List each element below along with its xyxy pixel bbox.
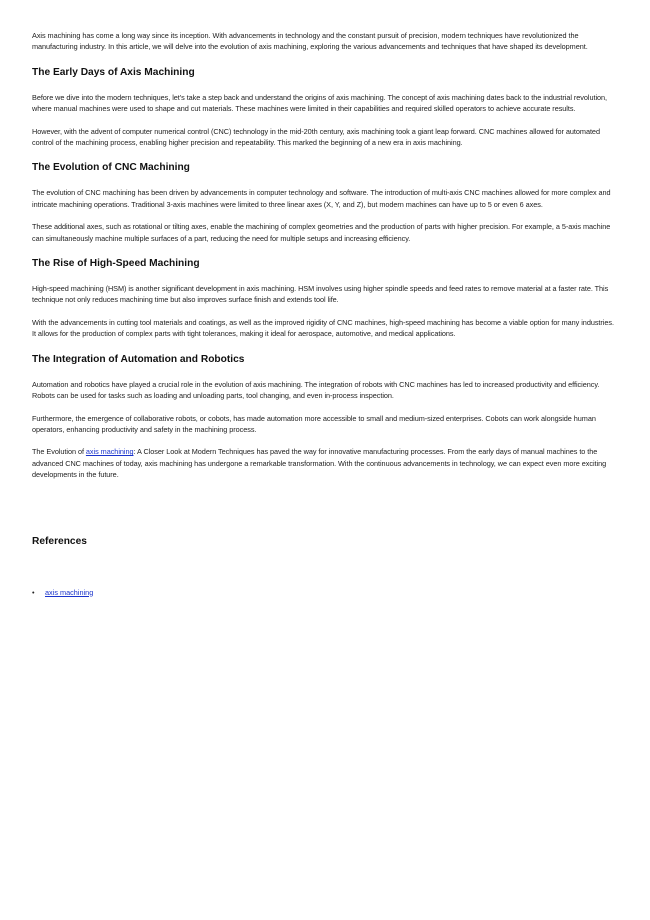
section-heading: The Integration of Automation and Robotics bbox=[32, 353, 245, 365]
section-paragraph: However, with the advent of computer numerical control (CNC) technology in the mid-20th century, axis machining took a giant leap forward. CNC machines allowed for automated control of the machining process, enabling higher precision and repeatability. This marked the beginning of a new era in axis machining. bbox=[32, 126, 600, 148]
section-heading: The Evolution of CNC Machining bbox=[32, 162, 190, 174]
references-section bbox=[32, 536, 618, 598]
section-paragraph: The evolution of CNC machining has been driven by advancements in computer technology and software. The introduction of multi-axis CNC machines allowed for more complex and intricate machining operations. Traditional 3-axis machines were limited to three linear axes (X, Y, and Z), but modern machines can have up to 5 or even 6 axes. bbox=[32, 188, 611, 209]
intro-paragraph: Axis machining has come a long way since its inception. With advancements in technology and the constant pursuit of precision, modern techniques have revolutionized the manufacturing industry. In this article, we will delve into the evolution of axis machining, exploring the various advancements and techniques that have shaped its development. bbox=[32, 31, 588, 52]
axis-machining-link[interactable]: axis machining bbox=[85, 447, 134, 457]
section-paragraph: With the advancements in cutting tool materials and coatings, as well as the improved rigidity of CNC machines, high-speed machining has become a viable option for many industries. It allows for the production of complex parts with tight tolerances, making it ideal for aerospace, automotive, and medical applications. bbox=[32, 317, 614, 339]
section-paragraph: High-speed machining (HSM) is another significant development in axis machining. HSM involves using higher spindle speeds and feed rates to remove material at a faster rate. This technique not only reduces machining time but also improves surface finish and extends tool life. bbox=[32, 284, 609, 305]
section-paragraph: Before we dive into the modern techniques, let's take a step back and understand the origins of axis machining. The concept of axis machining dates back to the industrial revolution, where manual machines were used to shape and cut materials. These machines were limited in their capabilities and required skilled operators to achieve accurate results. bbox=[32, 92, 608, 114]
reference-item bbox=[32, 587, 618, 598]
bullet-icon: • bbox=[32, 587, 35, 597]
section-heading: The Early Days of Axis Machining bbox=[32, 66, 195, 78]
references-heading: References bbox=[32, 535, 87, 547]
section-high-speed bbox=[32, 258, 618, 340]
references-list bbox=[32, 587, 618, 598]
closing-prefix: The Evolution of bbox=[32, 447, 86, 457]
reference-link-axis-machining[interactable]: axis machining bbox=[45, 587, 94, 597]
section-paragraph: Furthermore, the emergence of collaborative robots, or cobots, has made automation more accessible to small and medium-sized enterprises. Cobots can work alongside human operators, enhancing productivity and safety in the machining process. bbox=[32, 413, 596, 434]
section-heading: The Rise of High-Speed Machining bbox=[32, 258, 200, 270]
section-paragraph: These additional axes, such as rotational or tilting axes, enable the machining of complex geometries and the production of parts with higher precision. For example, a 5-axis machine can simultaneously machine multiple surfaces of a part, reducing the need for multiple setups and increasing efficiency. bbox=[32, 222, 611, 243]
section-cnc-evolution bbox=[32, 162, 618, 244]
section-early-days bbox=[32, 67, 618, 149]
section-paragraph: Automation and robotics have played a crucial role in the evolution of axis machining. The integration of robots with CNC machines has led to increased productivity and efficiency. Robots can be used for tasks such as loading and unloading parts, tool changing, and even in-process inspection. bbox=[32, 379, 600, 401]
section-automation bbox=[32, 354, 618, 436]
closing-paragraph bbox=[32, 446, 618, 480]
closing-suffix: : A Closer Look at Modern Techniques has paved the way for innovative manufacturing processes. From the early days of manual machines to the advanced CNC machines of today, axis machining has undergone a remarkable transformation. With the continuous advancements in technology, we can expect even more exciting developments in the future. bbox=[32, 447, 607, 480]
